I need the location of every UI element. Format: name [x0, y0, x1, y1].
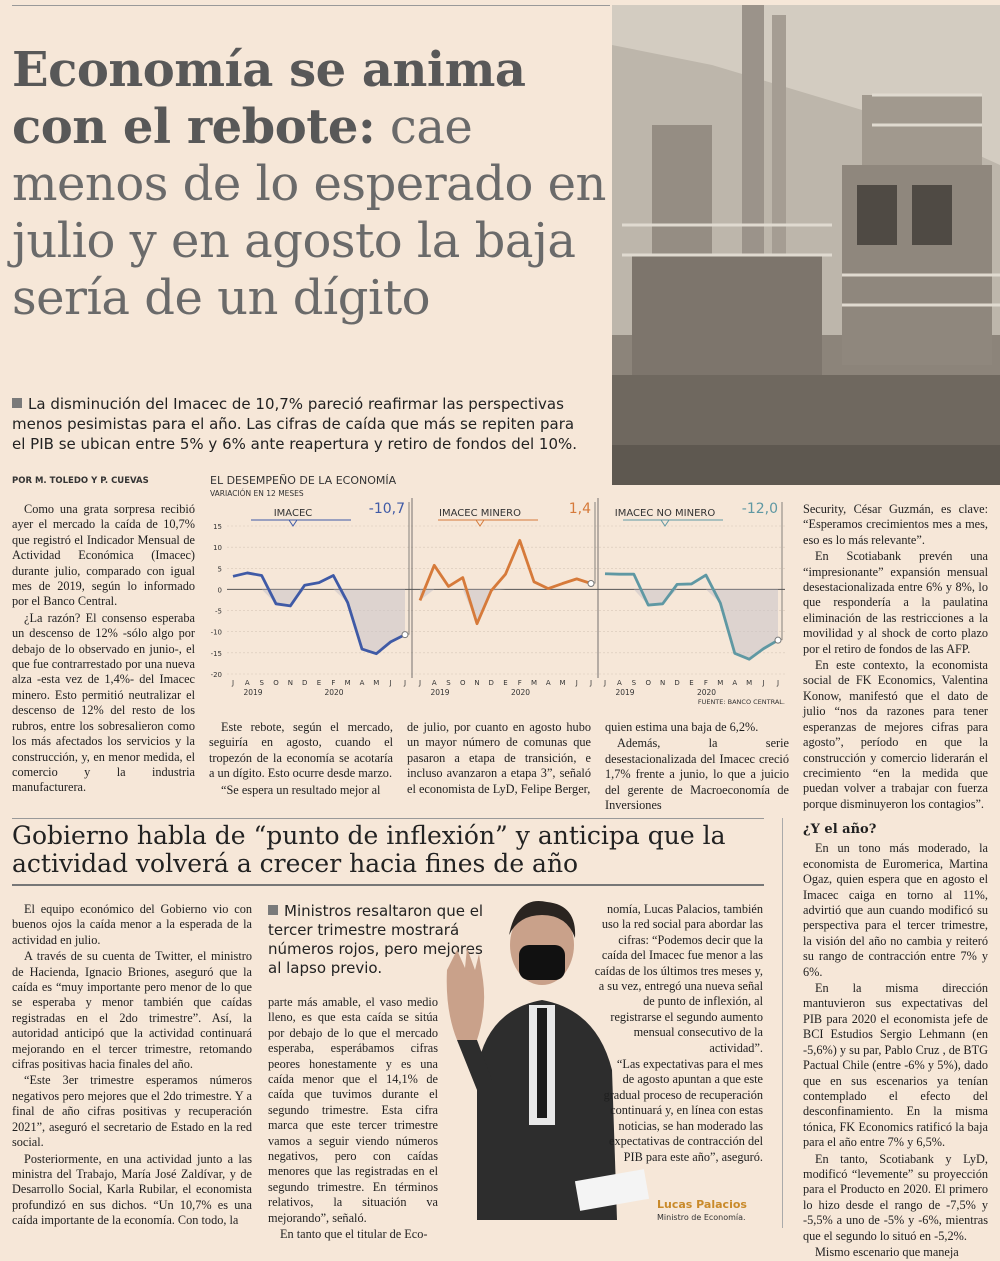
- headline-rest: cae menos de lo esperado en julio y en agosto la baja sería de un dígito: [12, 99, 606, 326]
- y-tick-label: -10: [210, 628, 222, 637]
- x-month-label: A: [431, 679, 437, 687]
- paragraph: nomía, Lucas Palacios, también uso la red social para abordar las cifras: “Podemos decir que la caída del Imacec fue menor a las caídas de los últimos tres meses y, a su vez, entregó una nueva señal de punto de inflexión, al registrarse el segundo aumento mensual consecutivo de la actividad”.: [594, 902, 763, 1055]
- x-month-label: M: [717, 679, 724, 687]
- mining-photo: [612, 5, 1000, 485]
- y-tick-label: 15: [213, 523, 222, 531]
- top-rule: [12, 5, 610, 6]
- article1-column-5: [803, 502, 988, 813]
- negative-area: [605, 589, 778, 659]
- summary-text: La disminución del Imacec de 10,7% pareció reafirmar las perspectivas menos pesimistas para el año. Las cifras de caída que más se repiten para el PIB se ubican entre 5% y 6% ante reapertura y retiro de fondos del 10%.: [12, 395, 578, 453]
- mining-photo-illustration: [612, 5, 1000, 485]
- panel-last-value: 1,4: [568, 501, 591, 517]
- x-month-label: A: [545, 679, 551, 687]
- series-line: [420, 540, 591, 623]
- x-month-label: M: [344, 679, 351, 687]
- article1-column-2: [209, 720, 393, 799]
- x-month-label: N: [474, 679, 480, 687]
- paragraph: “Las expectativas para el mes de agosto apuntan a que este gradual proceso de recuperación continuará y, en línea con estas noticias, se han moderado las expectativas de contracción del PIB para este año”, aseguró.: [603, 1057, 763, 1164]
- panel-series-name: IMACEC MINERO: [439, 508, 521, 519]
- bullet-square-icon: [12, 398, 22, 408]
- y-tick-label: 0: [217, 586, 222, 595]
- x-month-label: J: [762, 679, 765, 687]
- x-year-label: 2020: [510, 688, 531, 697]
- y-tick-label: 10: [213, 544, 222, 553]
- paragraph: “Este 3er trimestre esperamos números negativos pero mejores que el 2do trimestre. Y a final de año cifras positivas y recuperación 2021”, aseguró el secretario de Estado en la red social.: [12, 1073, 252, 1150]
- x-month-label: D: [488, 679, 494, 687]
- panel-label-pointer: [476, 520, 484, 526]
- x-month-label: J: [403, 679, 407, 687]
- x-month-label: S: [631, 679, 637, 687]
- economy-chart: [205, 468, 795, 713]
- x-month-label: M: [373, 679, 380, 687]
- x-month-label: E: [503, 679, 508, 687]
- series-end-point: [588, 581, 594, 587]
- article1-column-1: [12, 502, 195, 797]
- y-tick-label: -15: [210, 649, 222, 658]
- x-year-label: 2020: [324, 688, 344, 697]
- panel-last-value: -12,0: [741, 501, 778, 517]
- paragraph: Posteriormente, en una actividad junto a las ministra del Trabajo, María José Zaldívar, y de Desarrollo Social, Karla Rubilar, el economista profundizó en sus dichos. “Un 10,7% es una caída importante de la economía. Con todo, la: [12, 1151, 252, 1228]
- article2-headline: Gobierno habla de “punto de inflexión” y anticipa que la actividad volverá a crecer hacia fines de año: [12, 821, 726, 878]
- paragraph: Además, la serie desestacionalizada del Imacec creció 1,7% frente a junio, lo que a juicio del gerente de Macroeconomía de Inversiones: [605, 736, 789, 813]
- paragraph: En un tono más moderado, la economista de Euromerica, Martina Ogaz, quien espera que en agosto el Imacec caiga en torno al 11%, advirtió que aun cuando modificó su perspectiva para el tercer trimestre, la visión del año no cambia y reiteró su rango de contracción entre 7% y 6%.: [803, 841, 988, 979]
- x-month-label: A: [359, 679, 365, 687]
- panel-series-name: IMACEC: [273, 508, 313, 519]
- negative-area: [420, 589, 591, 623]
- panel-series-name: IMACEC NO MINERO: [614, 508, 716, 519]
- x-month-label: F: [703, 679, 708, 687]
- paragraph: El equipo económico del Gobierno vio con buenos ojos la caída menor a la esperada de la actividad en julio.: [12, 902, 252, 947]
- x-month-label: A: [244, 679, 250, 687]
- x-month-label: M: [530, 679, 538, 687]
- x-year-label: 2019: [243, 688, 263, 697]
- section-rule: [12, 818, 764, 819]
- pull-quote-text: Ministros resaltaron que el tercer trimestre mostrará números rojos, pero mejores al lapso previo.: [268, 902, 484, 977]
- x-month-label: A: [617, 679, 622, 687]
- page-headline: [12, 42, 612, 327]
- x-month-label: M: [746, 679, 753, 687]
- y-tick-label: -5: [215, 607, 222, 616]
- chart-subtitle: VARIACIÓN EN 12 MESES: [210, 489, 304, 498]
- x-month-label: O: [273, 679, 279, 687]
- article2-column-3: [593, 902, 763, 1166]
- sidebar-subhead: ¿Y el año?: [803, 822, 877, 837]
- panel-label-pointer: [661, 520, 669, 526]
- paragraph: ¿La razón? El consenso esperaba un descenso de 12% -sólo algo por debajo de lo observado en junio-, el que fue contrarrestado por una nueva alza -esta vez de 1,4%- del Imacec minero. Esto permitió neutralizar el descenso de 12% del resto de los rubros, entre los sobresalieron como los más afectados los servicios y la construcción, y, en menor medida, el comercio y la industria manufacturera.: [12, 610, 195, 795]
- article2-column-1: [12, 902, 252, 1230]
- article-summary: [12, 394, 592, 454]
- photo-caption-role: Ministro de Economía.: [657, 1213, 746, 1222]
- chart-source: FUENTE: BANCO CENTRAL.: [697, 698, 785, 706]
- x-month-label: F: [331, 679, 336, 687]
- y-tick-label: -20: [210, 671, 222, 679]
- paragraph: En la misma dirección mantuvieron sus expectativas del PIB para 2020 el economista jefe de BCI Estudios Sergio Lehmann (en -5,6%) y su par, Pablo Cruz , de BTG Pactual Chile (entre -6% y 5%), dado que en sus escenarios ya tenían contemplado el efecto del desconfinamiento. En la misma tónica, FK Economics ratificó la baja para el año entre 7% y 6,5%.: [803, 981, 988, 1150]
- x-month-label: F: [517, 679, 522, 687]
- x-month-label: J: [231, 679, 235, 687]
- paragraph: En tanto que el titular de Eco-: [280, 1227, 428, 1242]
- negative-area: [233, 589, 405, 653]
- x-month-label: N: [287, 679, 293, 687]
- x-month-label: M: [559, 679, 566, 687]
- article2-column-2: [268, 995, 438, 1244]
- x-month-label: N: [660, 679, 666, 687]
- y-tick-label: 5: [217, 565, 222, 574]
- panel-label-pointer: [289, 520, 297, 526]
- paragraph: Como una grata sorpresa recibió ayer el mercado la caída de 10,7% que registró el Indicador Mensual de Actividad Económica (Imacec) durante julio, comparado con igual mes de 2019, según lo informado por el Banco Central.: [12, 502, 195, 609]
- paragraph: parte más amable, el vaso medio lleno, es que esta caída se sitúa por debajo de lo que el mercado esperaba, esperábamos cifras peores honestamente y es una caída menor que el 14,1% de caída que tuvimos durante el segundo trimestre. Esta cifra marca que este tercer trimestre vamos a seguir viendo números negativos, pero con caídas menores que las registradas en el segundo trimestre. En términos relativos, la situación va mejorando”, señaló.: [268, 995, 438, 1225]
- byline: POR M. TOLEDO Y P. CUEVAS: [12, 476, 149, 486]
- paragraph: de julio, por cuanto en agosto hubo un mayor número de comunas que pasaron a etapa de transición, e incluso avanzaron a etapa 3”, señaló el economista de LyD, Felipe Berger,: [407, 720, 591, 796]
- x-month-label: O: [645, 679, 652, 687]
- paragraph: En tanto, Scotiabank y LyD, modificó “levemente” su proyección para el Producto en 2020. El primero lo hizo desde el rango de -7,5% y -5,5% a uno de -5% y -6%, mientras que el segundo lo situó en -5,2%.: [803, 1151, 988, 1243]
- x-month-label: D: [301, 679, 308, 687]
- paragraph: En este contexto, la economista social de FK Economics, Valentina Konow, manifestó que el dato de julio “nos da razones para tener esperanzas de mejores cifras para agosto”, período en que la construcción y comercio liderarán el crecimiento “en la medida que puedan volver a trabajar con fuerza porque disminuyeron los contagios”.: [803, 658, 988, 811]
- x-month-label: J: [575, 679, 578, 687]
- chart-canvas: [205, 468, 795, 713]
- x-month-label: E: [689, 679, 694, 687]
- paragraph: Mismo escenario que maneja: [815, 1244, 959, 1259]
- section-rule-thick: [12, 884, 764, 886]
- x-month-label: E: [316, 679, 322, 687]
- chart-title: EL DESEMPEÑO DE LA ECONOMÍA: [210, 474, 397, 487]
- x-month-label: A: [732, 679, 738, 687]
- x-year-label: 2019: [430, 688, 450, 697]
- x-year-label: 2019: [615, 688, 635, 697]
- sidebar-column: [803, 822, 988, 1261]
- x-month-label: J: [389, 679, 392, 687]
- x-month-label: S: [446, 679, 451, 687]
- x-month-label: J: [418, 679, 422, 687]
- article1-column-3: [407, 720, 591, 798]
- x-month-label: O: [459, 679, 466, 687]
- x-month-label: J: [603, 679, 607, 687]
- paragraph: En Scotiabank prevén una “impresionante” expansión mensual desestacionalizada entre 6% y 8%, lo que respondería a la paulatina eliminación de las restricciones a la movilidad y al shock de corto plazo por el retiro de fondos de las AFP.: [803, 549, 988, 656]
- x-month-label: S: [259, 679, 264, 687]
- headline-bold: Economía se anima con el rebote:: [12, 42, 526, 155]
- column-divider: [782, 818, 783, 1228]
- photo-caption-name: Lucas Palacios: [657, 1198, 747, 1211]
- x-month-label: J: [589, 679, 593, 687]
- series-end-point: [775, 637, 781, 643]
- paragraph: Este rebote, según el mercado, seguiría en agosto, cuando el tropezón de la economía se acotaría a un dígito. Esto ocurre desde marzo.: [209, 720, 393, 781]
- paragraph: quien estima una baja de 6,2%.: [605, 720, 759, 734]
- article1-column-4: [605, 720, 789, 814]
- x-month-label: J: [776, 679, 780, 687]
- paragraph: “Se espera un resultado mejor al: [221, 782, 381, 797]
- bullet-square-icon: [268, 905, 278, 915]
- panel-last-value: -10,7: [368, 501, 405, 517]
- x-month-label: D: [674, 679, 680, 687]
- paragraph: A través de su cuenta de Twitter, el ministro de Hacienda, Ignacio Briones, aseguró que la caída es “muy importante pero menor de lo que se esperaba y menor también que caídas registradas en el 2do trimestre”. Así, la autoridad anticipó que la actividad continuará mejorando en el tercer trimestre, retomando cifras positivas hacia finales del año.: [12, 949, 252, 1072]
- paragraph: Security, César Guzmán, es clave: “Esperamos crecimientos mes a mes, eso es lo más relevante”.: [803, 502, 988, 547]
- x-year-label: 2020: [696, 688, 717, 697]
- series-end-point: [402, 632, 408, 638]
